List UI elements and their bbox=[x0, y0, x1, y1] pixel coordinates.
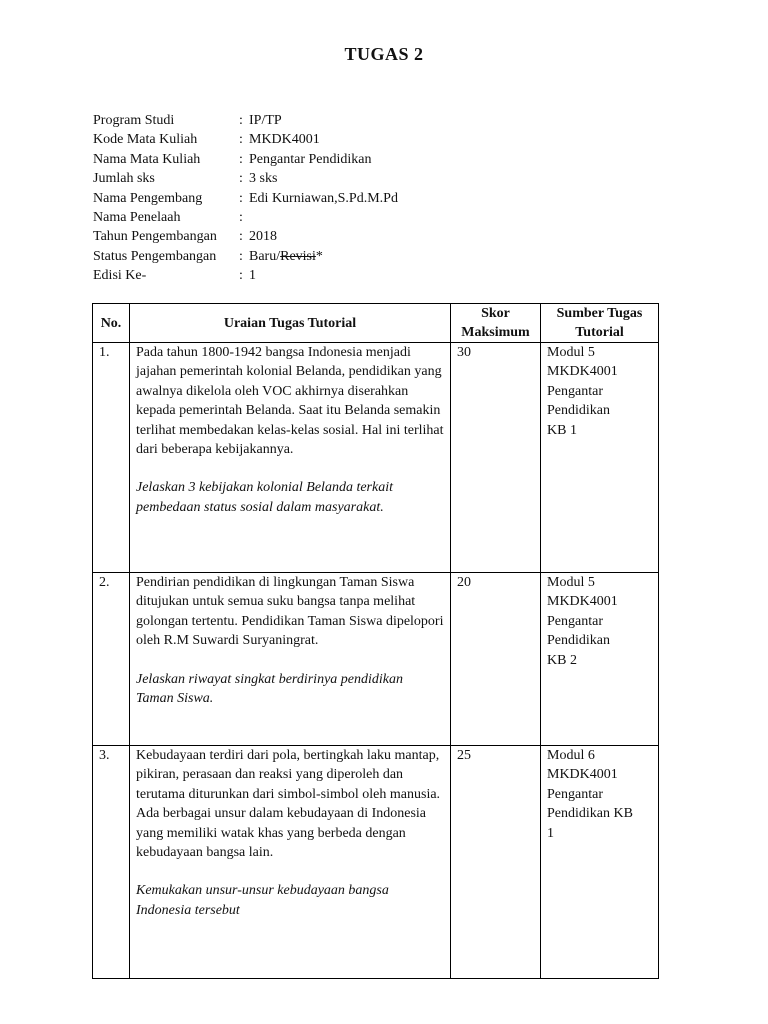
header-sumber-line1: Sumber Tugas bbox=[556, 306, 643, 321]
source-line: 1 bbox=[547, 825, 554, 841]
info-label: Program Studi bbox=[93, 113, 175, 128]
status-asterisk: * bbox=[315, 248, 323, 264]
row-source bbox=[541, 573, 659, 746]
info-row-status-pengembangan bbox=[93, 247, 398, 266]
source-line: MKDK4001 bbox=[547, 364, 618, 380]
info-value: IP/TP bbox=[249, 113, 282, 128]
row-score: 30 bbox=[451, 343, 541, 573]
info-colon: : bbox=[239, 268, 243, 284]
row-number: 1. bbox=[93, 343, 130, 573]
info-label: Nama Pengembang bbox=[93, 190, 203, 206]
source-line: Pengantar bbox=[547, 786, 603, 802]
info-value: 1 bbox=[249, 268, 256, 284]
info-value: 3 sks bbox=[249, 171, 278, 187]
source-line: KB 1 bbox=[547, 422, 577, 438]
table-row bbox=[93, 746, 659, 979]
header-skor-line2: Maksimum bbox=[461, 325, 530, 340]
row-uraian bbox=[130, 573, 451, 746]
info-label: Kode Mata Kuliah bbox=[93, 132, 198, 148]
table-row bbox=[93, 343, 659, 573]
task-table bbox=[92, 303, 659, 979]
info-row-program-studi bbox=[93, 111, 398, 130]
row-description: Pendirian pendidikan di lingkungan Taman Siswa ditujukan untuk semua suku bangsa tanpa melihat golongan tertentu. Pendidikan Taman Siswa dipelopori oleh R.M Suwardi Suryaningrat. bbox=[136, 575, 444, 649]
row-number: 2. bbox=[93, 573, 130, 746]
row-description: Kebudayaan terdiri dari pola, bertingkah laku mantap, pikiran, perasaan dan reaksi yang diperoleh dan terutama diturunkan dari simbol-simbol oleh manusia. Ada berbagai unsur dalam kebudayaan di Indonesia yang memiliki watak khas yang berbeda dengan kebudayaan bangsa lain. bbox=[136, 748, 441, 861]
info-label: Status Pengembangan bbox=[93, 248, 217, 264]
source-line: MKDK4001 bbox=[547, 594, 618, 610]
row-question: Jelaskan riwayat singkat berdirinya pendidikan Taman Siswa. bbox=[136, 671, 403, 707]
header-uraian: Uraian Tugas Tutorial bbox=[130, 304, 451, 343]
source-line: Pendidikan bbox=[547, 403, 610, 419]
info-colon: : bbox=[239, 171, 243, 187]
row-question: Kemukakan unsur-unsur kebudayaan bangsa Indonesia tersebut bbox=[136, 883, 389, 918]
info-colon: : bbox=[239, 151, 243, 167]
info-value: 2018 bbox=[249, 229, 277, 245]
row-question: Jelaskan 3 kebijakan kolonial Belanda terkait pembedaan status sosial dalam masyarakat. bbox=[136, 480, 393, 515]
info-row-edisi bbox=[93, 266, 398, 285]
info-colon: : bbox=[239, 229, 243, 245]
source-line: Modul 5 bbox=[547, 345, 595, 360]
info-label: Edisi Ke- bbox=[93, 268, 147, 284]
info-row-nama-penelaah bbox=[93, 208, 398, 227]
row-source bbox=[541, 343, 659, 573]
row-source bbox=[541, 746, 659, 979]
info-row-nama-pengembang bbox=[93, 189, 398, 208]
row-description: Pada tahun 1800-1942 bangsa Indonesia menjadi jajahan pemerintah kolonial Belanda, pendidikan yang awalnya dikelola oleh VOC akhirnya diserahkan kepada pemerintah Belanda. Saat itu Belanda semakin terlihat membedakan kelas-kelas sosial. Hal ini terlihat dari beberapa kebijakannya. bbox=[136, 345, 444, 458]
row-score: 25 bbox=[451, 746, 541, 979]
info-colon: : bbox=[239, 190, 243, 206]
status-revisi-struck: Revisi bbox=[280, 248, 316, 264]
source-line: Modul 5 bbox=[547, 575, 595, 590]
row-score: 20 bbox=[451, 573, 541, 746]
info-label: Nama Penelaah bbox=[93, 210, 181, 226]
course-info bbox=[93, 111, 398, 286]
table-row bbox=[93, 573, 659, 746]
info-label: Tahun Pengembangan bbox=[93, 229, 217, 245]
source-line: Pendidikan bbox=[547, 633, 610, 649]
document-title: TUGAS 2 bbox=[344, 44, 424, 64]
status-baru: Baru/ bbox=[249, 248, 281, 264]
source-line: Modul 6 bbox=[547, 748, 595, 763]
info-colon: : bbox=[239, 132, 243, 148]
header-skor bbox=[451, 304, 541, 343]
header-skor-line1: Skor bbox=[481, 306, 510, 321]
info-value: Pengantar Pendidikan bbox=[249, 151, 372, 167]
info-row-nama-mata-kuliah bbox=[93, 150, 398, 169]
source-line: MKDK4001 bbox=[547, 767, 618, 783]
header-sumber-line2: Tutorial bbox=[575, 325, 624, 340]
info-label: Jumlah sks bbox=[93, 171, 155, 187]
row-number: 3. bbox=[93, 746, 130, 979]
source-line: KB 2 bbox=[547, 652, 577, 668]
table-header-row bbox=[93, 304, 659, 343]
info-row-jumlah-sks bbox=[93, 169, 398, 188]
info-value: Edi Kurniawan,S.Pd.M.Pd bbox=[249, 190, 398, 206]
source-line: Pengantar bbox=[547, 613, 603, 629]
info-colon: : bbox=[239, 113, 243, 128]
info-colon: : bbox=[239, 210, 243, 226]
row-uraian bbox=[130, 746, 451, 979]
source-line: Pendidikan KB bbox=[547, 806, 633, 822]
info-row-kode-mata-kuliah bbox=[93, 130, 398, 149]
info-colon: : bbox=[239, 248, 243, 264]
source-line: Pengantar bbox=[547, 383, 603, 399]
info-value: MKDK4001 bbox=[249, 132, 320, 148]
header-no: No. bbox=[93, 304, 130, 343]
info-value bbox=[249, 247, 323, 266]
header-sumber bbox=[541, 304, 659, 343]
info-row-tahun-pengembangan bbox=[93, 227, 398, 246]
row-uraian bbox=[130, 343, 451, 573]
info-label: Nama Mata Kuliah bbox=[93, 151, 201, 167]
